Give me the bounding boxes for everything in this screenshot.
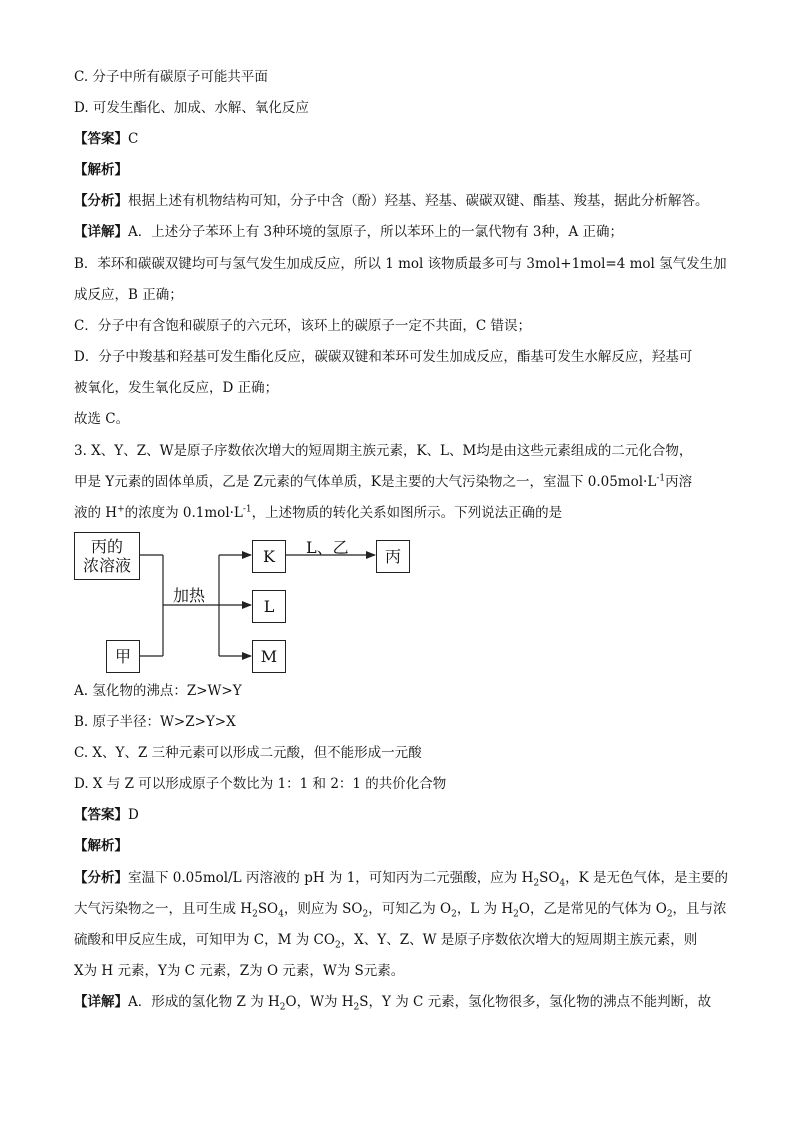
q3-option-b: B. 原子半径：W>Z>Y>X <box>74 714 236 730</box>
q3-f2-s1: 2 <box>252 909 258 920</box>
q3-x1-b: O，W为 H <box>285 994 354 1010</box>
q3-analysis-line-1 <box>74 869 728 887</box>
q3-option-a: A. 氢化物的沸点：Z>W>Y <box>74 683 242 699</box>
answer-value: C <box>128 131 139 147</box>
q3-l2-sup: -1 <box>656 473 666 484</box>
q3-f2-s3: 2 <box>362 909 369 920</box>
q3-x1-s2: 2 <box>353 1002 360 1013</box>
detail-a-text: A．上述分子苯环上有 3种环境的氢原子，所以苯环上的一氯代物有 3种，A 正确； <box>128 224 624 240</box>
detail-line-c: C．分子中有含饱和碳原子的六元环，该环上的碳原子一定不共面，C 错误； <box>74 318 531 334</box>
box-jia: 甲 <box>106 640 140 673</box>
detail-line-d1: D．分子中羧基和羟基可发生酯化反应，碳碳双键和苯环可发生加成反应，酯基可发生水解反应，羟基可 <box>74 349 693 365</box>
question-3-line-3 <box>74 504 562 522</box>
q3-detail-tag: 【详解】 <box>74 994 128 1010</box>
q3-f3-b: ，X、Y、Z、W 是原子序数依次增大的短周期主族元素，则 <box>340 932 698 948</box>
question-3-line-1: 3. X、Y、Z、W是原子序数依次增大的短周期主族元素，K、L、M均是由这些元素组成的二元化合物， <box>74 443 693 459</box>
q3-l3-c: ，上述物质的转化关系如图所示。下列说法正确的是 <box>251 505 563 521</box>
q3-answer-line <box>74 806 139 824</box>
q3-f2-c: ，则应为 SO <box>283 901 363 917</box>
box-m: M <box>252 640 286 673</box>
analysis-heading: 【解析】 <box>74 162 128 178</box>
q3-f2-s4: 2 <box>451 909 457 920</box>
analysis-text: 根据上述有机物结构可知，分子中含（酚）羟基、羟基、碳碳双键、酯基、羧基，据此分析解答。 <box>128 193 709 209</box>
option-d: D. 可发生酯化、加成、水解、氧化反应 <box>74 100 309 116</box>
q3-l3-sup2: -1 <box>242 504 252 515</box>
q3-f3-s1: 2 <box>334 940 341 951</box>
analysis-tag: 【分析】 <box>74 193 128 209</box>
q3-f1-s1: 2 <box>533 878 540 889</box>
q3-l2-end: 丙溶 <box>665 474 693 490</box>
q3-detail-line-1 <box>74 993 711 1011</box>
q3-analysis-line-3 <box>74 931 697 949</box>
detail-line-b1: B．苯环和碳碳双键均可与氢气发生加成反应，所以 1 mol 该物质最多可与 3mol+1mol=4 mol 氢气发生加 <box>74 256 727 272</box>
q3-f2-e: ，L 为 H <box>456 901 514 917</box>
q3-l3-a: 液的 H <box>74 505 118 521</box>
arrow-label: L、乙 <box>306 538 349 557</box>
q3-f2-s6: 2 <box>666 909 673 920</box>
q3-f1-a: 室温下 0.05mol/L 丙溶液的 pH 为 1，可知丙为二元强酸，应为 H <box>128 870 534 886</box>
q3-answer-value: D <box>128 807 139 823</box>
box-bing-line2: 浓溶液 <box>82 556 131 575</box>
box-l: L <box>252 590 286 623</box>
q3-l2-text: 甲是 Y元素的固体单质，乙是 Z元素的气体单质，K是主要的大气污染物之一，室温下 0.05mol·L <box>74 474 657 490</box>
question-3-line-2 <box>74 473 692 491</box>
analysis-line <box>74 192 709 210</box>
detail-tag: 【详解】 <box>74 224 128 240</box>
q3-f2-d: ，可知乙为 O <box>368 901 452 917</box>
detail-line-a <box>74 223 623 241</box>
q3-f1-c: ，K 是无色气体，是主要的 <box>565 870 729 886</box>
q3-analysis-line-4: X为 H 元素，Y为 C 元素，Z为 O 元素，W为 S元素。 <box>74 963 405 979</box>
q3-x1-c: S，Y 为 C 元素，氢化物很多，氢化物的沸点不能判断，故 <box>359 994 712 1010</box>
q3-l3-sup1: + <box>117 504 125 515</box>
q3-f1-b: SO <box>539 870 560 886</box>
q3-f1-s2: 4 <box>559 878 566 889</box>
conclusion-line: 故选 C。 <box>74 411 130 427</box>
box-bing-concentrated <box>74 532 140 580</box>
answer-line <box>74 130 138 148</box>
q3-analysis-line-2 <box>74 900 727 918</box>
q3-f2-g: ，且与浓 <box>672 901 727 917</box>
q3-answer-tag: 【答案】 <box>74 807 128 823</box>
q3-f2-b: SO <box>257 901 279 917</box>
box-k: K <box>252 540 286 573</box>
box-bing-product: 丙 <box>376 540 410 573</box>
q3-f3-a: 硫酸和甲反应生成，可知甲为 C，M 为 CO <box>74 932 335 948</box>
option-c: C. 分子中所有碳原子可能共平面 <box>74 69 268 85</box>
q3-analysis-tag: 【分析】 <box>74 870 128 886</box>
q3-analysis-heading: 【解析】 <box>74 838 128 854</box>
q3-f2-f: O，乙是常见的气体为 O <box>518 901 667 917</box>
q3-f2-s2: 4 <box>278 909 284 920</box>
q3-x1-s1: 2 <box>279 1002 286 1013</box>
q3-f2-s5: 2 <box>513 909 519 920</box>
q3-option-d: D. X 与 Z 可以形成原子个数比为 1：1 和 2：1 的共价化合物 <box>74 776 447 792</box>
answer-tag: 【答案】 <box>74 131 128 147</box>
q3-l3-b: 的浓度为 0.1mol·L <box>124 505 243 521</box>
detail-line-d2: 被氧化，发生氧化反应，D 正确； <box>74 380 279 396</box>
q3-x1-a: A．形成的氢化物 Z 为 H <box>128 994 280 1010</box>
q3-f2-a: 大气污染物之一，且可生成 H <box>74 901 253 917</box>
heat-label: 加热 <box>173 586 206 605</box>
box-bing-line1: 丙的 <box>90 537 123 556</box>
q3-option-c: C. X、Y、Z 三种元素可以形成二元酸，但不能形成一元酸 <box>74 745 422 761</box>
detail-line-b2: 成反应，B 正确； <box>74 287 183 303</box>
